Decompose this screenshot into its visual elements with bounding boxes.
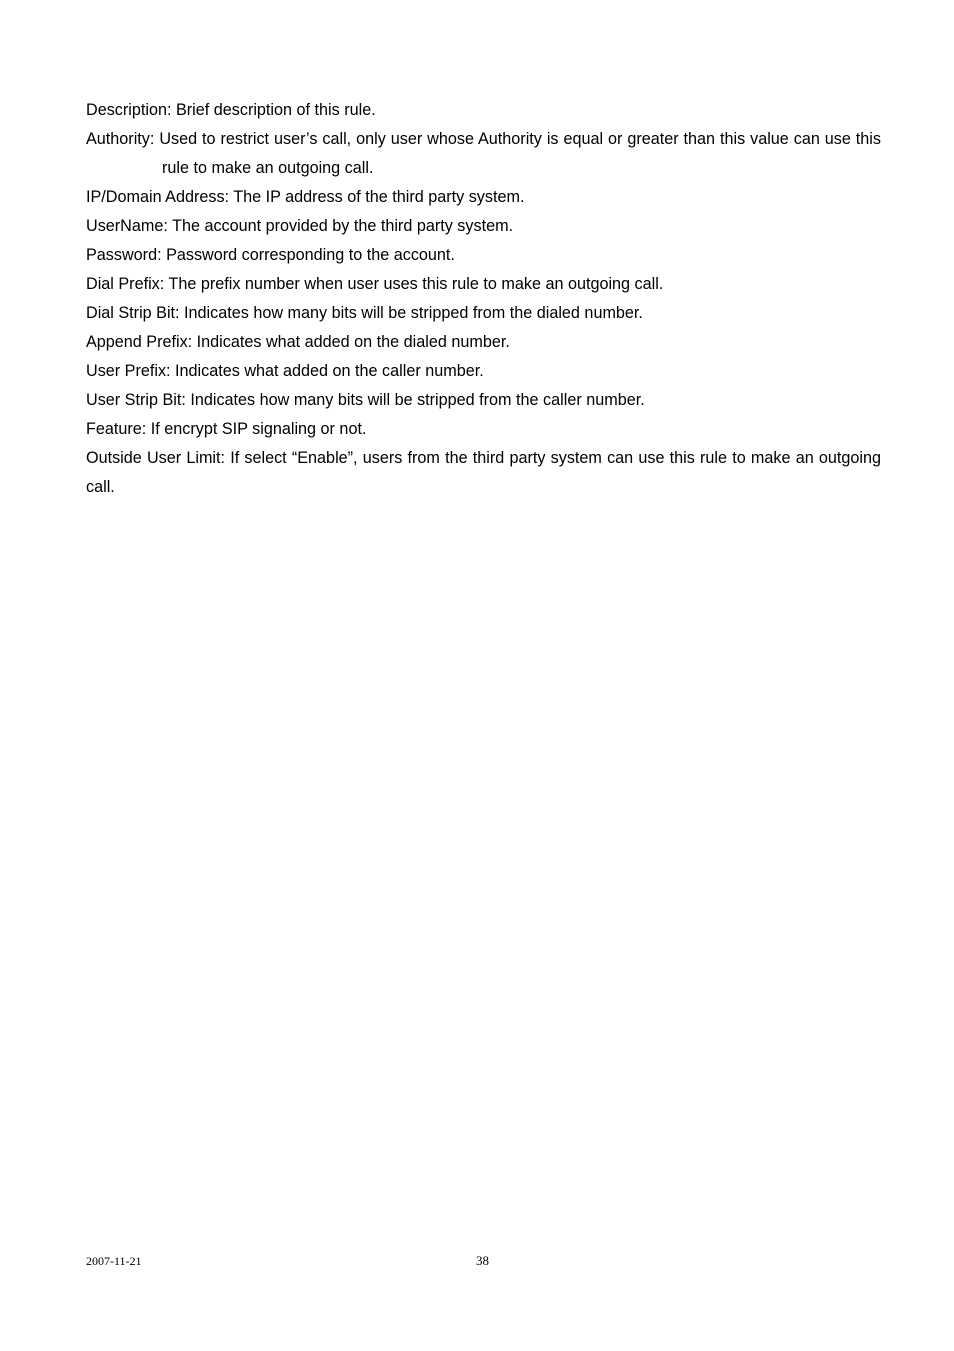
outside-user-limit-paragraph: Outside User Limit: If select “Enable”, users from the third party system can use this rule to make an outgoing call. (86, 449, 881, 496)
append-prefix-paragraph: Append Prefix: Indicates what added on the dialed number. (86, 333, 510, 351)
page-number: 38 (476, 1253, 489, 1268)
user-strip-bit-paragraph: User Strip Bit: Indicates how many bits will be stripped from the caller number. (86, 391, 645, 409)
username-paragraph: UserName: The account provided by the third party system. (86, 217, 514, 235)
feature-paragraph: Feature: If encrypt SIP signaling or not. (86, 420, 367, 438)
password-paragraph: Password: Password corresponding to the account. (86, 246, 455, 264)
authority-paragraph: Authority: Used to restrict user’s call, only user whose Authority is equal or greater than this value can use this rule to make an outgoing call. (86, 130, 881, 177)
description-paragraph: Description: Brief description of this rule. (86, 101, 376, 119)
document-body (86, 96, 881, 502)
dial-strip-bit-paragraph: Dial Strip Bit: Indicates how many bits will be stripped from the dialed number. (86, 304, 643, 322)
dial-prefix-paragraph: Dial Prefix: The prefix number when user uses this rule to make an outgoing call. (86, 275, 664, 293)
user-prefix-paragraph: User Prefix: Indicates what added on the caller number. (86, 362, 484, 380)
footer-date: 2007-11-21 (86, 1254, 142, 1268)
ip-domain-paragraph: IP/Domain Address: The IP address of the third party system. (86, 188, 525, 206)
